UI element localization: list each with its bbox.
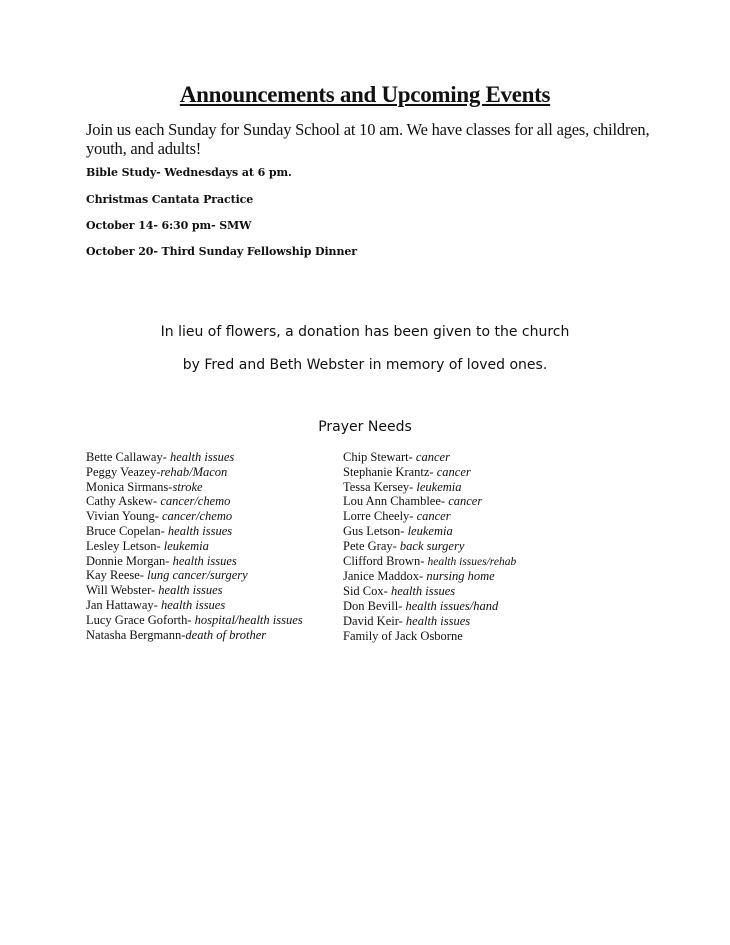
- prayer-name: Don Bevill-: [343, 598, 406, 613]
- prayer-name: Chip Stewart-: [343, 450, 416, 464]
- prayer-need: leukemia: [163, 538, 209, 553]
- prayer-name: Cathy Askew-: [86, 494, 161, 509]
- prayer-need: leukemia: [407, 523, 453, 538]
- prayer-entry: [343, 614, 573, 629]
- prayer-entry: [86, 450, 341, 465]
- prayer-name: Stephanie Krantz-: [343, 464, 437, 479]
- prayer-name: Clifford Brown-: [343, 553, 428, 568]
- prayer-need: health issues: [170, 450, 235, 464]
- prayer-need: cancer: [448, 494, 483, 509]
- prayer-list-left: [86, 450, 341, 642]
- prayer-need: back surgery: [399, 538, 465, 553]
- prayer-name: Vivian Young-: [86, 509, 162, 524]
- prayer-name: Lou Ann Chamblee-: [343, 494, 449, 509]
- sunday-school-intro: Join us each Sunday for Sunday School at 10 am. We have classes for all ages, children, youth, and adults!: [86, 120, 650, 158]
- event-bible-study: Bible Study- Wednesdays at 6 pm.: [86, 166, 292, 179]
- prayer-name: Bette Callaway-: [86, 450, 170, 464]
- prayer-need: health issues: [158, 583, 223, 598]
- prayer-name: Family of Jack Osborne: [343, 628, 463, 643]
- prayer-entry: [86, 509, 341, 524]
- prayer-entry: [86, 628, 341, 643]
- prayer-entry: [86, 539, 341, 554]
- prayer-need: health issues: [405, 613, 471, 628]
- prayer-need: health issues/rehab: [427, 555, 517, 568]
- prayer-name: Bruce Copelan-: [86, 523, 168, 538]
- prayer-need: leukemia: [416, 479, 462, 494]
- memorial-line-2: by Fred and Beth Webster in memory of loved ones.: [182, 357, 548, 373]
- prayer-entry: [86, 524, 341, 539]
- prayer-need: health issues: [172, 553, 237, 568]
- prayer-entry: [343, 494, 573, 509]
- prayer-list-right: [343, 450, 573, 643]
- prayer-name: Sid Cox-: [343, 584, 391, 599]
- prayer-entry: [343, 584, 573, 599]
- prayer-need: nursing home: [426, 569, 495, 584]
- prayer-entry: [343, 450, 573, 465]
- prayer-need: death of brother: [185, 627, 267, 642]
- prayer-entry: [86, 583, 341, 598]
- prayer-need: cancer: [416, 509, 451, 524]
- prayer-need: hospital/health issues: [194, 612, 303, 627]
- prayer-need: stroke: [172, 479, 203, 494]
- prayer-entry: [86, 613, 341, 628]
- prayer-name: Will Webster-: [86, 583, 159, 598]
- prayer-name: Lorre Cheely-: [343, 509, 417, 524]
- event-cantata-practice: Christmas Cantata Practice: [86, 193, 254, 206]
- prayer-entry: [343, 524, 573, 539]
- prayer-entry: [343, 569, 573, 584]
- prayer-need: lung cancer/surgery: [147, 568, 248, 583]
- prayer-entry: [86, 598, 341, 613]
- prayer-name: Monica Sirmans-: [86, 479, 173, 494]
- prayer-entry: [343, 509, 573, 524]
- event-fellowship-dinner: October 20- Third Sunday Fellowship Dinner: [86, 245, 357, 258]
- prayer-need: health issues/hand: [405, 598, 499, 613]
- prayer-need: health issues: [160, 597, 226, 612]
- prayer-name: Pete Gray-: [343, 538, 400, 553]
- prayer-entry: [86, 554, 341, 569]
- prayer-entry: [343, 539, 573, 554]
- prayer-name: Natasha Bergmann-: [86, 627, 186, 642]
- prayer-name: Peggy Veazey-: [86, 464, 161, 479]
- prayer-name: Tessa Kersey-: [343, 479, 417, 494]
- prayer-need: cancer/chemo: [162, 509, 233, 524]
- prayer-need: health issues: [390, 584, 456, 599]
- prayer-entry: [343, 599, 573, 614]
- event-smw: October 14- 6:30 pm- SMW: [86, 219, 252, 232]
- prayer-need: cancer: [436, 464, 471, 479]
- prayer-name: Lesley Letson-: [86, 538, 164, 553]
- prayer-entry: [86, 494, 341, 509]
- page-title: Announcements and Upcoming Events: [179, 82, 551, 107]
- prayer-name: Gus Letson-: [343, 523, 408, 538]
- prayer-name: Jan Hattaway-: [86, 597, 161, 612]
- prayer-entry: [343, 554, 573, 570]
- memorial-line-1: In lieu of flowers, a donation has been given to the church: [160, 324, 570, 340]
- prayer-name: Janice Maddox-: [343, 569, 427, 584]
- prayer-entry: [86, 480, 341, 495]
- prayer-needs-heading: Prayer Needs: [318, 419, 412, 435]
- prayer-entry: [343, 629, 573, 644]
- prayer-name: David Keir-: [343, 613, 406, 628]
- prayer-entry: [343, 480, 573, 495]
- prayer-entry: [86, 465, 341, 480]
- prayer-need: cancer: [415, 450, 450, 464]
- prayer-name: Lucy Grace Goforth-: [86, 612, 195, 627]
- prayer-entry: [343, 465, 573, 480]
- prayer-need: rehab/Macon: [160, 464, 228, 479]
- prayer-name: Kay Reese-: [86, 568, 148, 583]
- prayer-need: cancer/chemo: [160, 494, 231, 509]
- prayer-name: Donnie Morgan-: [86, 553, 173, 568]
- prayer-need: health issues: [167, 523, 233, 538]
- prayer-entry: [86, 568, 341, 583]
